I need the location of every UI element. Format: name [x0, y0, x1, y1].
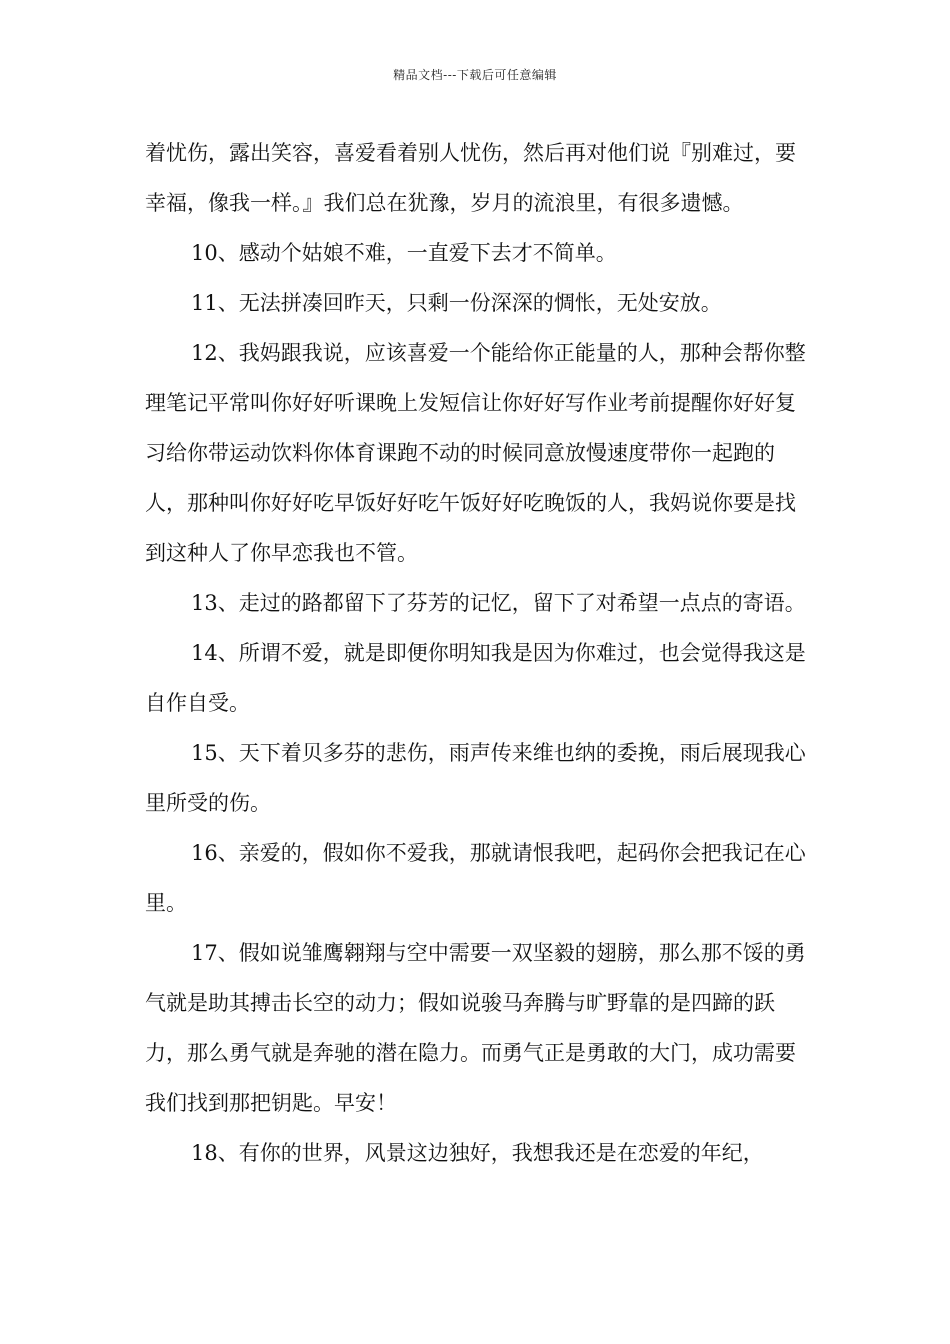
paragraph-item-15: 15、天下着贝多芬的悲伤，雨声传来维也纳的委挽，雨后展现我心里所受的伤。: [145, 741, 806, 815]
paragraph-item-12: 12、我妈跟我说，应该喜爱一个能给你正能量的人，那种会帮你整理笔记平常叫你好好听课晚上发短信让你好好写作业考前提醒你好好复习给你带运动饮料你体育课跑不动的时候同意放慢速度带你一起跑的人，那种叫你好好吃早饭好好吃午饭好好吃晚饭的人，我妈说你要是找到这种人了你早恋我也不管。: [145, 341, 806, 565]
paragraph-item-10: 10、感动个姑娘不难，一直爱下去才不简单。: [191, 241, 617, 265]
document-body: [145, 128, 810, 1178]
paragraph-item-13: 13、走过的路都留下了芬芳的记忆，留下了对希望一点点的寄语。: [191, 591, 806, 615]
paragraph-item-18: 18、有你的世界，风景这边独好，我想我还是在恋爱的年纪，: [191, 1141, 764, 1165]
page-header: 精品文档---下载后可任意编辑: [393, 68, 557, 82]
paragraph-continued: 着忧伤，露出笑容，喜爱看着别人忧伤，然后再对他们说『别难过，要幸福，像我一样。』我们总在犹豫，岁月的流浪里，有很多遗憾。: [145, 141, 796, 215]
paragraph-item-17: 17、假如说雏鹰翱翔与空中需要一双坚毅的翅膀，那么那不馁的勇气就是助其搏击长空的动力；假如说骏马奔腾与旷野靠的是四蹄的跃力，那么勇气就是奔驰的潜在隐力。而勇气正是勇敢的大门，成功需要我们找到那把钥匙。早安！: [145, 941, 806, 1115]
paragraph-item-14: 14、所谓不爱，就是即便你明知我是因为你难过，也会觉得我这是自作自受。: [145, 641, 806, 715]
paragraph-item-11: 11、无法拼凑回昨天，只剩一份深深的惆怅，无处安放。: [191, 291, 722, 315]
paragraph-item-16: 16、亲爱的，假如你不爱我，那就请恨我吧，起码你会把我记在心里。: [145, 841, 806, 915]
